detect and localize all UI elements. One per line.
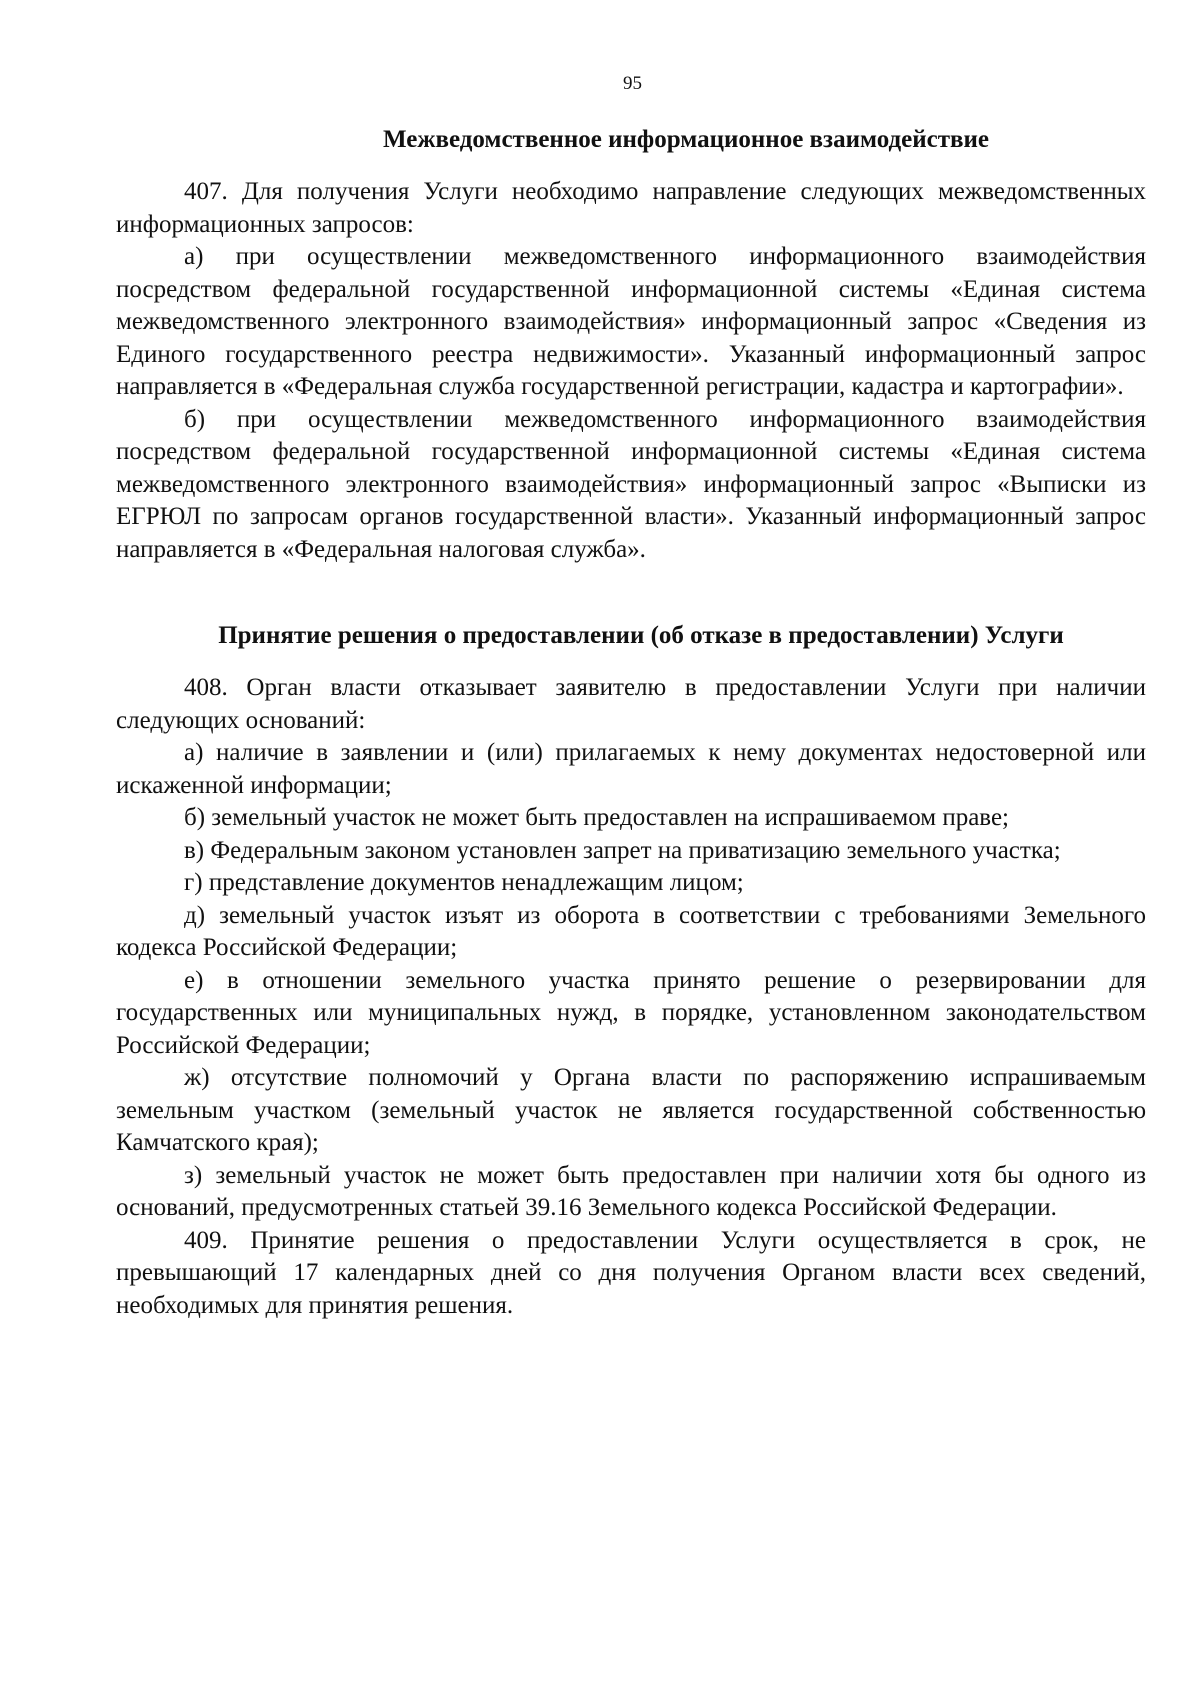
page-number: 95 — [623, 73, 642, 94]
paragraph-408-a: а) наличие в заявлении и (или) прилагаемых к нему документах недостоверной или искаженной информации; — [116, 739, 1146, 799]
section-heading-decision: Принятие решения о предоставлении (об отказе в предоставлении) Услуги — [218, 622, 1064, 649]
paragraph-407: 407. Для получения Услуги необходимо направление следующих межведомственных информационных запросов: — [116, 178, 1146, 238]
section-heading-interagency: Межведомственное информационное взаимодействие — [383, 126, 989, 153]
document-body — [116, 124, 1146, 1322]
paragraph-408-d: д) земельный участок изъят из оборота в соответствии с требованиями Земельного кодекса Российской Федерации; — [116, 901, 1146, 961]
paragraph-408-zh: ж) отсутствие полномочий у Органа власти по распоряжению испрашиваемым земельным участком (земельный участок не является государственной собственностью Камчатского края); — [116, 1064, 1146, 1156]
paragraph-408-v: в) Федеральным законом установлен запрет на приватизацию земельного участка; — [184, 836, 1061, 864]
paragraph-408-z: з) земельный участок не может быть предоставлен при наличии хотя бы одного из оснований, предусмотренных статьей 39.16 Земельного кодекса Российской Федерации. — [116, 1161, 1146, 1221]
paragraph-409: 409. Принятие решения о предоставлении Услуги осуществляется в срок, не превышающий 17 календарных дней со дня получения Органом власти всех сведений, необходимых для принятия решения. — [116, 1226, 1146, 1319]
paragraph-408: 408. Орган власти отказывает заявителю в предоставлении Услуги при наличии следующих оснований: — [116, 674, 1146, 734]
paragraph-408-b: б) земельный участок не может быть предоставлен на испрашиваемом праве; — [184, 804, 1009, 831]
paragraph-408-e: е) в отношении земельного участка принято решение о резервировании для государственных или муниципальных нужд, в порядке, установленном законодательством Российской Федерации; — [116, 966, 1146, 1059]
paragraph-407-a: а) при осуществлении межведомственного информационного взаимодействия посредством федеральной государственной информационной системы «Единая система межведомственного электронного взаимодействия» информационный запрос «Сведения из Единого государственного реестра недвижимости». Указанный информационный запрос направляется в «Федеральная служба государственной регистрации, кадастра и картографии». — [116, 243, 1146, 400]
paragraph-407-b: б) при осуществлении межведомственного информационного взаимодействия посредством федеральной государственной информационной системы «Единая система межведомственного электронного взаимодействия» информационный запрос «Выписки из ЕГРЮЛ по запросам органов государственной власти». Указанный информационный запрос направляется в «Федеральная налоговая служба». — [116, 405, 1146, 563]
paragraph-408-g: г) представление документов ненадлежащим лицом; — [184, 869, 744, 896]
